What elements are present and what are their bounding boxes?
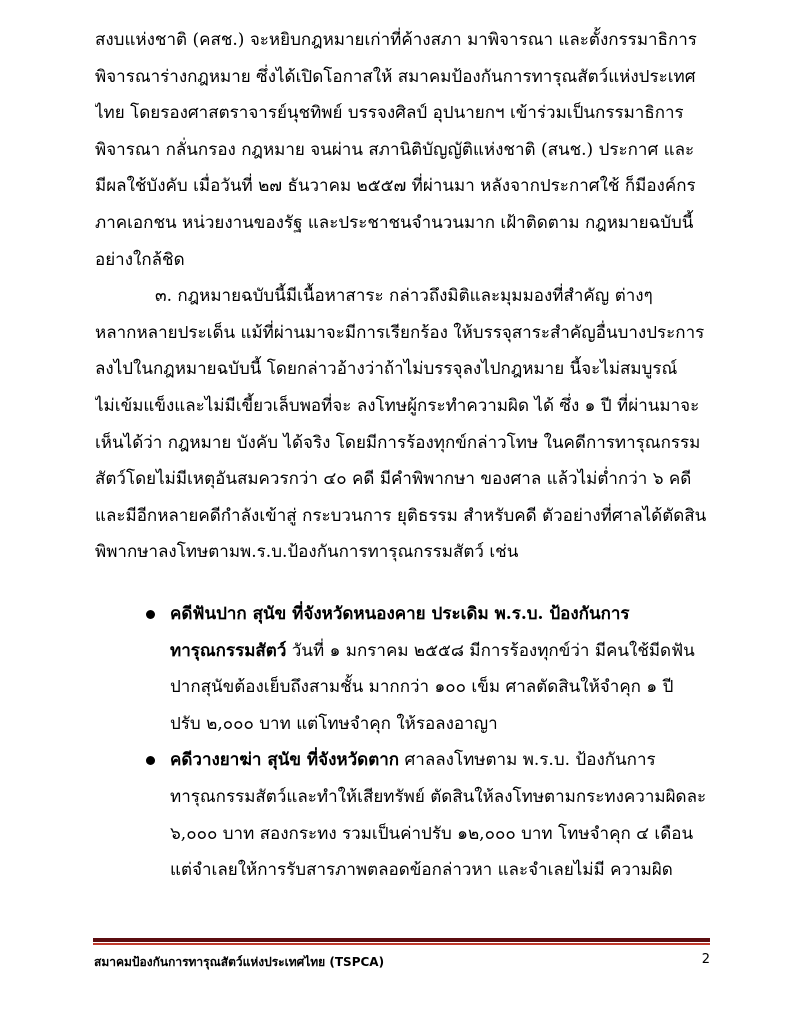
text-line: [170, 633, 710, 670]
intro-paragraph: [95, 22, 709, 278]
text-line: ภาคเอกชน หน่วยงานของรัฐ และประชาชนจำนวนมาก เฝ้าติดตาม กฎหมายฉบับนี้: [95, 212, 694, 233]
text-line: อย่างใกล้ชิด: [95, 249, 185, 270]
text-line: [170, 742, 710, 779]
body-text: [95, 22, 709, 571]
case-title: คดีวางยาฆ่า สุนัข ที่จังหวัดตาก: [170, 750, 400, 771]
text-line: [170, 596, 710, 633]
case-list: [170, 596, 710, 889]
text-line: ไทย โดยรองศาสตราจารย์นุชทิพย์ บรรจงศิลป์ อุปนายกฯ เข้าร่วมเป็นกรรมาธิการ: [95, 103, 684, 124]
text-line: มีผลใช้บังคับ เมื่อวันที่ ๒๗ ธันวาคม ๒๕๕๗ ที่ผ่านมา หลังจากประกาศใช้ ก็มีองค์กร: [95, 176, 696, 197]
footer-rule-dark: [93, 938, 710, 942]
case-title-cont: ทารุณกรรมสัตว์: [170, 640, 287, 661]
footer-organization: สมาคมป้องกันการทารุณสัตว์แห่งประเทศไทย (TSPCA): [94, 955, 385, 969]
text-line: สงบแห่งชาติ (คสช.) จะหยิบกฎหมายเก่าที่ค้างสภา มาพิจารณา และตั้งกรรมาธิการ: [95, 30, 697, 50]
text-line: ๖,๐๐๐ บาท สองกระทง รวมเป็นค่าปรับ ๑๒,๐๐๐ บาท โทษจำคุก ๔ เดือน: [170, 823, 694, 844]
text-line: ปากสุนัขต้องเย็บถึงสามชั้น มากกว่า ๑๐๐ เข็ม ศาลตัดสินให้จำคุก ๑ ปี: [170, 677, 674, 698]
page-number: 2: [701, 952, 710, 967]
text-line: หลากหลายประเด็น แม้ที่ผ่านมาจะมีการเรียกร้อง ให้บรรจุสาระสำคัญอื่นบางประการ: [95, 322, 705, 343]
text-line: พิพากษาลงโทษตามพ.ร.บ.ป้องกันการทารุณกรรมสัตว์ เช่น: [95, 542, 519, 563]
case-item-tak: [170, 742, 710, 888]
text-line: ปรับ ๒,๐๐๐ บาท แต่โทษจำคุก ให้รอลงอาญา: [170, 713, 498, 734]
section-3-paragraph: [95, 278, 709, 571]
case-title: คดีฟันปาก สุนัข ที่จังหวัดหนองคาย ประเดิม พ.ร.บ. ป้องกันการ: [170, 604, 630, 624]
text-line: ลงไปในกฎหมายฉบับนี้ โดยกล่าวอ้างว่าถ้าไม่บรรจุลงไปกฎหมาย นี้จะไม่สมบูรณ์: [95, 359, 678, 380]
text-line: เห็นได้ว่า กฎหมาย บังคับ ได้จริง โดยมีการร้องทุกข์กล่าวโทษ ในคดีการทารุณกรรม: [95, 432, 701, 453]
text-line: พิจารณา กลั่นกรอง กฎหมาย จนผ่าน สภานิติบัญญัติแห่งชาติ (สนช.) ประกาศ และ: [95, 139, 695, 160]
text-line: สัตว์โดยไม่มีเหตุอันสมควรกว่า ๔๐ คดี มีคำพิพากษา ของศาล แล้วไม่ต่ำกว่า ๖ คดี: [95, 469, 692, 490]
text-line: ๓. กฎหมายฉบับนี้มีเนื้อหาสาระ กล่าวถึงมิติและมุมมองที่สำคัญ ต่างๆ: [155, 286, 653, 307]
text-line: พิจารณาร่างกฎหมาย ซึ่งได้เปิดโอกาสให้ สมาคมป้องกันการทารุณสัตว์แห่งประเทศ: [95, 66, 696, 87]
text-line: และมีอีกหลายคดีกำลังเข้าสู่ กระบวนการ ยุติธรรม สำหรับคดี ตัวอย่างที่ศาลได้ตัดสิน: [95, 505, 707, 526]
text-line: ทารุณกรรมสัตว์และทำให้เสียทรัพย์ ตัดสินให้ลงโทษตามกระทงความผิดละ: [170, 786, 707, 807]
bullet-icon: [146, 610, 155, 619]
footer-rule-red: [93, 943, 710, 945]
text-line: ไม่เข้มแข็งและไม่มีเขี้ยวเล็บพอที่จะ ลงโทษผู้กระทำความผิด ได้ ซึ่ง ๑ ปี ที่ผ่านมาจะ: [95, 395, 700, 416]
case-text: ศาลลงโทษตาม พ.ร.บ. ป้องกันการ: [399, 750, 656, 771]
case-item-nongkhai: [170, 596, 710, 742]
text-line: แต่จำเลยให้การรับสารภาพตลอดข้อกล่าวหา และจำเลยไม่มี ความผิด: [170, 860, 673, 881]
bullet-icon: [146, 756, 155, 765]
case-text: วันที่ ๑ มกราคม ๒๕๕๘ มีการร้องทุกข์ว่า มีคนใช้มีดฟัน: [286, 640, 695, 661]
